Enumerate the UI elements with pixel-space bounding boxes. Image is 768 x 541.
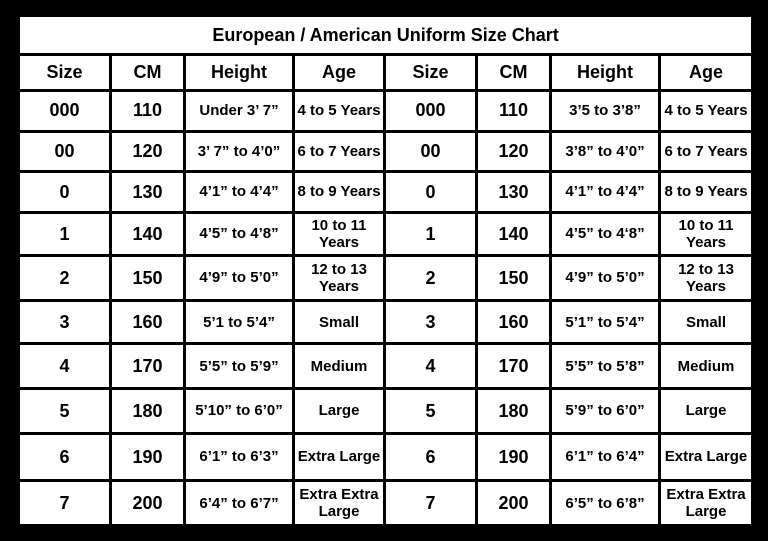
cm-cell: 190 xyxy=(477,433,551,481)
size-cell: 3 xyxy=(385,300,477,344)
cm-cell: 120 xyxy=(477,131,551,172)
cm-cell: 170 xyxy=(477,344,551,389)
age-cell: 4 to 5 Years xyxy=(660,91,753,132)
age-cell: 6 to 7 Years xyxy=(660,131,753,172)
cm-cell: 170 xyxy=(111,344,185,389)
size-cell: 1 xyxy=(385,212,477,256)
header-age: Age xyxy=(660,55,753,91)
cm-cell: 200 xyxy=(111,481,185,526)
cm-cell: 200 xyxy=(477,481,551,526)
height-cell: 4’9” to 5’0” xyxy=(185,256,294,301)
height-cell: 3’8” to 4’0” xyxy=(551,131,660,172)
table-row xyxy=(19,91,753,132)
table-row xyxy=(19,172,753,213)
header-size: Size xyxy=(385,55,477,91)
header-cm: CM xyxy=(111,55,185,91)
size-cell: 000 xyxy=(385,91,477,132)
age-cell: Small xyxy=(660,300,753,344)
header-height: Height xyxy=(185,55,294,91)
size-cell: 2 xyxy=(19,256,111,301)
cm-cell: 180 xyxy=(477,389,551,434)
height-cell: 4’1” to 4’4” xyxy=(551,172,660,213)
chart-title: European / American Uniform Size Chart xyxy=(19,16,753,55)
cm-cell: 160 xyxy=(111,300,185,344)
height-cell: 6’1” to 6’3” xyxy=(185,433,294,481)
size-cell: 7 xyxy=(385,481,477,526)
age-cell: Extra Extra Large xyxy=(660,481,753,526)
cm-cell: 160 xyxy=(477,300,551,344)
table-row xyxy=(19,344,753,389)
age-cell: 4 to 5 Years xyxy=(294,91,385,132)
table-row xyxy=(19,389,753,434)
height-cell: 3’5 to 3’8” xyxy=(551,91,660,132)
size-cell: 00 xyxy=(19,131,111,172)
cm-cell: 130 xyxy=(111,172,185,213)
height-cell: 5’1” to 5’4” xyxy=(551,300,660,344)
header-size: Size xyxy=(19,55,111,91)
cm-cell: 120 xyxy=(111,131,185,172)
height-cell: 6’1” to 6’4” xyxy=(551,433,660,481)
cm-cell: 190 xyxy=(111,433,185,481)
height-cell: Under 3’ 7” xyxy=(185,91,294,132)
age-cell: 8 to 9 Years xyxy=(660,172,753,213)
size-cell: 6 xyxy=(385,433,477,481)
size-cell: 3 xyxy=(19,300,111,344)
height-cell: 6’4” to 6’7” xyxy=(185,481,294,526)
table-row xyxy=(19,300,753,344)
cm-cell: 150 xyxy=(111,256,185,301)
age-cell: 10 to 11 Years xyxy=(660,212,753,256)
table-row xyxy=(19,256,753,301)
table-row xyxy=(19,481,753,526)
table-row xyxy=(19,131,753,172)
size-cell: 1 xyxy=(19,212,111,256)
height-cell: 5’9” to 6’0” xyxy=(551,389,660,434)
cm-cell: 130 xyxy=(477,172,551,213)
height-cell: 5’1 to 5’4” xyxy=(185,300,294,344)
age-cell: Large xyxy=(294,389,385,434)
title-row xyxy=(19,16,753,55)
size-cell: 000 xyxy=(19,91,111,132)
age-cell: Medium xyxy=(294,344,385,389)
size-cell: 2 xyxy=(385,256,477,301)
age-cell: 12 to 13 Years xyxy=(294,256,385,301)
header-cm: CM xyxy=(477,55,551,91)
height-cell: 6’5” to 6’8” xyxy=(551,481,660,526)
height-cell: 5’10” to 6’0” xyxy=(185,389,294,434)
size-cell: 5 xyxy=(19,389,111,434)
header-height: Height xyxy=(551,55,660,91)
cm-cell: 110 xyxy=(477,91,551,132)
height-cell: 4’1” to 4’4” xyxy=(185,172,294,213)
age-cell: Extra Extra Large xyxy=(294,481,385,526)
size-cell: 0 xyxy=(19,172,111,213)
cm-cell: 150 xyxy=(477,256,551,301)
size-chart-table xyxy=(17,14,754,527)
height-cell: 5’5” to 5’9” xyxy=(185,344,294,389)
size-cell: 5 xyxy=(385,389,477,434)
age-cell: Small xyxy=(294,300,385,344)
size-cell: 7 xyxy=(19,481,111,526)
age-cell: Medium xyxy=(660,344,753,389)
age-cell: 6 to 7 Years xyxy=(294,131,385,172)
age-cell: 8 to 9 Years xyxy=(294,172,385,213)
height-cell: 4’5” to 4‘8” xyxy=(551,212,660,256)
height-cell: 3’ 7” to 4’0” xyxy=(185,131,294,172)
size-cell: 4 xyxy=(19,344,111,389)
age-cell: Large xyxy=(660,389,753,434)
size-cell: 0 xyxy=(385,172,477,213)
age-cell: 10 to 11 Years xyxy=(294,212,385,256)
size-chart-frame xyxy=(17,14,751,527)
age-cell: Extra Large xyxy=(294,433,385,481)
height-cell: 5’5” to 5’8” xyxy=(551,344,660,389)
size-cell: 00 xyxy=(385,131,477,172)
size-cell: 4 xyxy=(385,344,477,389)
height-cell: 4’9” to 5’0” xyxy=(551,256,660,301)
size-cell: 6 xyxy=(19,433,111,481)
age-cell: 12 to 13 Years xyxy=(660,256,753,301)
table-row xyxy=(19,212,753,256)
height-cell: 4’5” to 4’8” xyxy=(185,212,294,256)
header-row xyxy=(19,55,753,91)
cm-cell: 110 xyxy=(111,91,185,132)
cm-cell: 140 xyxy=(111,212,185,256)
header-age: Age xyxy=(294,55,385,91)
age-cell: Extra Large xyxy=(660,433,753,481)
cm-cell: 180 xyxy=(111,389,185,434)
table-row xyxy=(19,433,753,481)
cm-cell: 140 xyxy=(477,212,551,256)
